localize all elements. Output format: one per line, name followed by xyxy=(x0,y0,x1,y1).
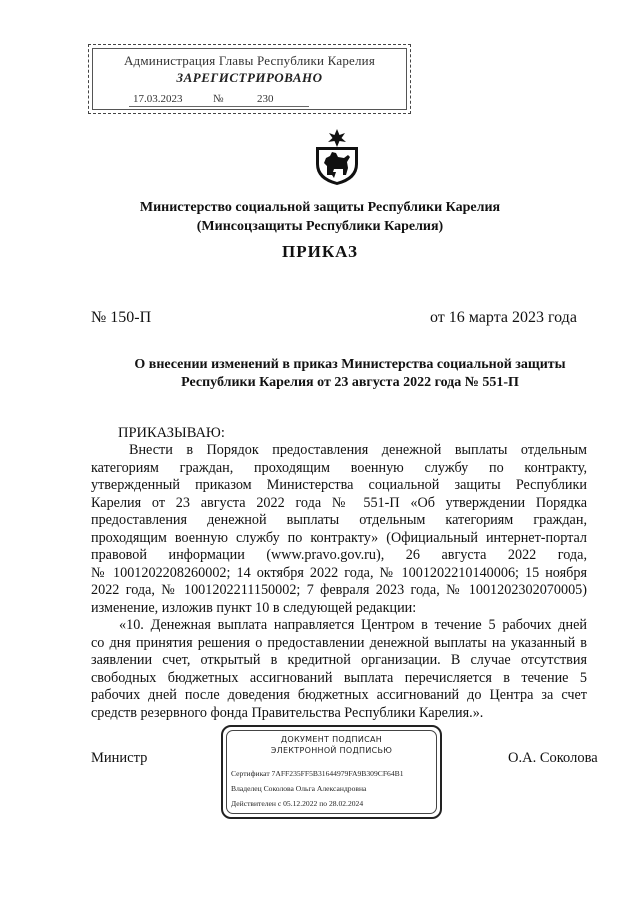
stamp-number: 230 xyxy=(257,93,274,105)
body-line: «10. Денежная выплата направляется Центром в течение 5 рабочих дней xyxy=(119,617,587,633)
esig-owner: Владелец Соколова Ольга Александровна xyxy=(231,784,367,793)
body-line: № 1001202208260002; 14 октября 2022 года, № 1001202210140006; 15 ноября xyxy=(91,565,587,581)
body-line: 2022 года, № 1001202211150002; 7 февраля 2023 года, № 1001202302070005) xyxy=(91,582,587,598)
prikazyvayu: ПРИКАЗЫВАЮ: xyxy=(118,425,225,441)
body-line: изменение, изложив пункт 10 в следующей редакции: xyxy=(91,600,417,616)
body-line: предоставления денежной выплаты отдельным категориям граждан, xyxy=(91,512,587,528)
esig-certificate: Сертификат 7AFF235FF5B31644979FA9B309CF64B1 xyxy=(231,769,404,778)
order-title-line2: Республики Карелия от 23 августа 2022 года № 551-П xyxy=(181,375,519,390)
stamp-underline xyxy=(129,106,309,107)
signer-position: Министр xyxy=(91,750,148,766)
karelia-emblem-icon xyxy=(312,128,362,186)
body-line: со дня принятия решения о предоставлении денежной выплаты на указанный в xyxy=(91,635,587,651)
document-type: ПРИКАЗ xyxy=(282,242,358,261)
ministry-name: Министерство социальной защиты Республики Карелия xyxy=(139,200,501,215)
order-title-line1: О внесении изменений в приказ Министерства социальной защиты xyxy=(134,357,566,372)
body-line: утвержденный приказом Министерства социальной защиты Республики xyxy=(91,477,587,493)
order-date: от 16 марта 2023 года xyxy=(430,309,577,326)
stamp-date: 17.03.2023 xyxy=(133,93,183,105)
body-line: проходящим военную службу по контракту» (Официальный интернет-портал xyxy=(91,530,587,546)
esig-title-line2: ЭЛЕКТРОННОЙ ПОДПИСЬЮ xyxy=(270,746,393,755)
esig-title-line1: ДОКУМЕНТ ПОДПИСАН xyxy=(280,735,383,744)
body-line: рабочих дней после доведения бюджетных ассигнований до Центра за счет xyxy=(91,687,587,703)
body-line: средств резервного фонда Правительства Республики Карелия.». xyxy=(91,705,484,721)
order-number: № 150-П xyxy=(91,309,152,326)
signer-name: О.А. Соколова xyxy=(508,750,598,766)
body-line: заявлении счет, открытый в кредитной организации. В случае отсутствия xyxy=(91,652,587,668)
body-line: Карелия от 23 августа 2022 года № 551-П «Об утверждении Порядка xyxy=(91,495,587,511)
registration-stamp xyxy=(88,44,411,114)
order-title xyxy=(130,356,570,392)
ministry-short-name: (Минсоцзащиты Республики Карелия) xyxy=(196,219,444,234)
stamp-number-label: № xyxy=(213,93,224,105)
electronic-signature-stamp xyxy=(221,725,442,819)
body-line: свободных бюджетных ассигнований выплата перечисляется в течение 5 xyxy=(91,670,587,686)
esig-validity: Действителен с 05.12.2022 по 28.02.2024 xyxy=(231,799,364,808)
stamp-registered-label: ЗАРЕГИСТРИРОВАНО xyxy=(176,70,323,85)
stamp-agency: Администрация Главы Республики Карелия xyxy=(123,53,376,68)
body-line: правовой информации (www.pravo.gov.ru), 26 августа 2022 года, xyxy=(91,547,587,563)
body-line: категориям граждан, проходящим военную службу по контракту, xyxy=(91,460,587,476)
body-line: Внести в Порядок предоставления денежной выплаты отдельным xyxy=(129,442,587,458)
